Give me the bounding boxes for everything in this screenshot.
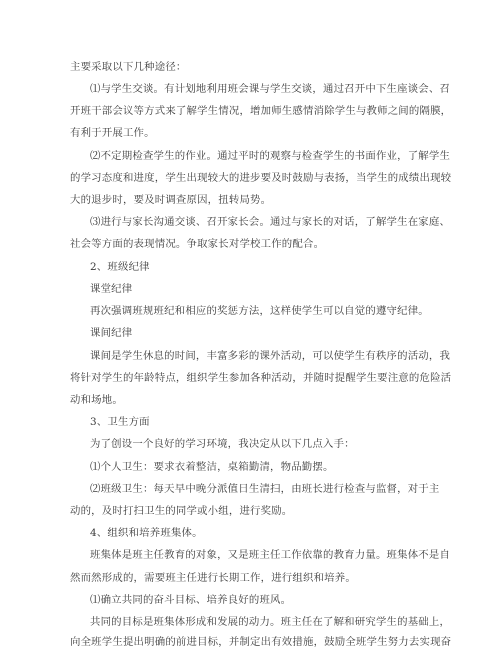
- text-line: 主要采取以下几种途径：: [70, 61, 187, 73]
- section-heading: 2、班级纪律: [90, 261, 150, 273]
- text-line: ⑵班级卫生：每天早中晚分派值日生清扫，由班长进行检查与监督，对于主: [90, 483, 440, 495]
- text-line: ⑴个人卫生：要求衣着整洁，桌箱勤清，物品勤摆。: [90, 461, 334, 473]
- text-line: 向全班学生提出明确的前进目标，并制定出有效措施，鼓励全班学生努力去实现奋: [70, 636, 452, 648]
- text-line: 的学习态度和进度，学生出现较大的进步要及时鼓励与表扬，当学生的成绩出现较: [70, 172, 452, 184]
- text-line: 课间是学生休息的时间，丰富多彩的课外活动，可以使学生有秩序的活动，我: [90, 350, 451, 362]
- section-heading: 3、卫生方面: [90, 416, 150, 428]
- text-line: 开班干部会议等方式来了解学生情况，增加师生感情消除学生与教师之间的隔膜，: [70, 105, 452, 117]
- text-line: 再次强调班规班纪和相应的奖惩方法，这样使学生可以自觉的遵守纪律。: [90, 305, 429, 317]
- text-line: 班集体是班主任教育的对象，又是班主任工作依靠的教育力量。班集体不是自: [90, 549, 451, 561]
- section-heading: 4、组织和培养班集体。: [90, 527, 203, 539]
- text-line: ⑴确立共同的奋斗目标、培养良好的班风。: [90, 594, 292, 606]
- text-line: 社会等方面的表现情况。争取家长对学校工作的配合。: [70, 238, 325, 250]
- text-line: 动和场地。: [70, 394, 123, 406]
- text-line: ⑴与学生交谈。有计划地利用班会课与学生交谈，通过召开中下生座谈会、召: [90, 83, 451, 95]
- text-line: 为了创设一个良好的学习环境，我决定从以下几点入手：: [90, 438, 355, 450]
- text-line: 大的退步时，要及时调查原因，扭转局势。: [70, 194, 272, 206]
- text-line: 共同的目标是班集体形成和发展的动力。班主任在了解和研究学生的基础上，: [90, 616, 451, 628]
- text-line: 然而然形成的，需要班主任进行长期工作，进行组织和培养。: [70, 572, 356, 584]
- text-line: 将针对学生的年龄特点，组织学生参加各种活动，并随时提醒学生要注意的危险活: [70, 372, 452, 384]
- text-line: ⑵不定期检查学生的作业。通过平时的观察与检查学生的书面作业，了解学生: [90, 150, 451, 162]
- text-line: 有利于开展工作。: [70, 127, 155, 139]
- text-line: 动的，及时打扫卫生的同学或小组，进行奖励。: [70, 505, 293, 517]
- subheading: 课堂纪律: [90, 283, 133, 295]
- subheading: 课间纪律: [90, 327, 133, 339]
- text-line: ⑶进行与家长沟通交谈、召开家长会。通过与家长的对话，了解学生在家庭、: [90, 216, 451, 228]
